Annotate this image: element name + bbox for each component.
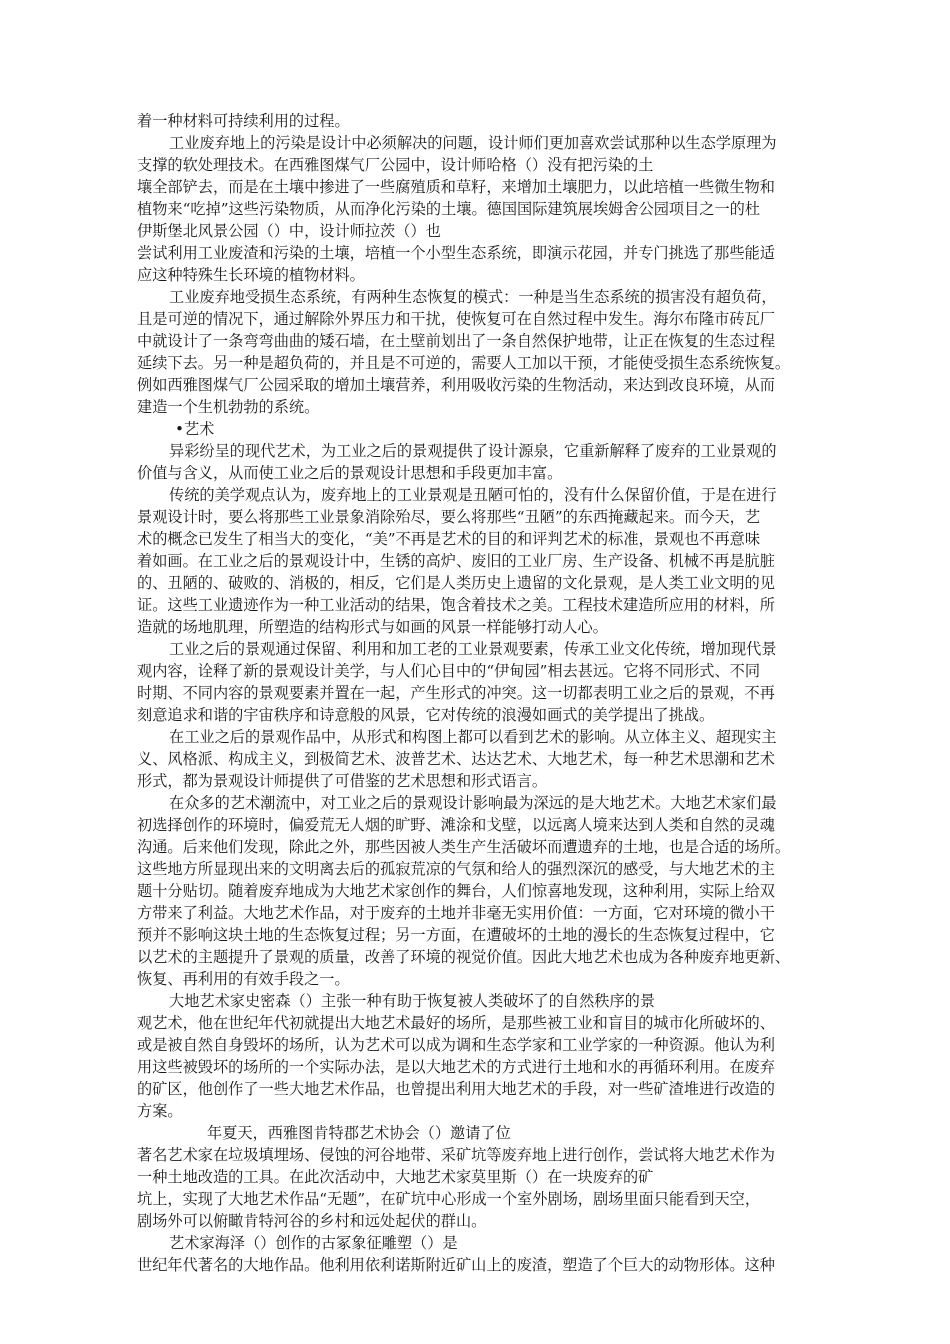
text-line: 大地艺术家史密森（）主张一种有助于恢复被人类破坏了的自然秩序的景 bbox=[169, 992, 655, 1010]
text-line: 延续下去。另一种是超负荷的，并且是不可逆的，需要人工加以干预，才能使受损生态系统恢复。 bbox=[137, 354, 791, 372]
text-line: 壤全部铲去，而是在土壤中掺进了一些腐殖质和草籽，来增加土壤肥力，以此培植一些微生物和 bbox=[137, 178, 775, 196]
text-line: 著名艺术家在垃圾填埋场、侵蚀的河谷地带、采矿坑等废弃地上进行创作，尝试将大地艺术作为 bbox=[137, 1146, 775, 1164]
text-line: 观内容，诠释了新的景观设计美学，与人们心目中的“伊甸园”相去甚远。它将不同形式、不同 bbox=[137, 662, 761, 680]
text-line: 世纪年代著名的大地作品。他利用依利诺斯附近矿山上的废渣，塑造了个巨大的动物形体。这种 bbox=[137, 1256, 775, 1274]
text-line: •艺术 bbox=[175, 420, 215, 438]
text-line: 预并不影响这块土地的生态恢复过程；另一方面，在遭破坏的土地的漫长的生态恢复过程中，它 bbox=[137, 926, 775, 944]
text-line: 且是可逆的情况下，通过解除外界压力和干扰，使恢复可在自然过程中发生。海尔布隆市砖瓦厂 bbox=[137, 310, 775, 328]
text-line: 异彩纷呈的现代艺术，为工业之后的景观提供了设计源泉，它重新解释了废弃的工业景观的 bbox=[169, 442, 777, 460]
text-line: 尝试利用工业废渣和污染的土壤，培植一个小型生态系统，即演示花园，并专门挑选了那些能适 bbox=[137, 244, 775, 262]
text-line: 坑上，实现了大地艺术作品“无题”，在矿坑中心形成一个室外剧场，剧场里面只能看到天空， bbox=[137, 1190, 761, 1208]
text-line: 剧场外可以俯瞰肯特河谷的乡村和远处起伏的群山。 bbox=[137, 1212, 487, 1230]
text-line: 应这种特殊生长环境的植物材料。 bbox=[137, 266, 365, 284]
text-line: 形式，都为景观设计师提供了可借鉴的艺术思想和形式语言。 bbox=[137, 772, 548, 790]
text-line: 用这些被毁坏的场所的一个实际办法，是以大地艺术的方式进行土地和水的再循环利用。在废弃 bbox=[137, 1058, 775, 1076]
text-line: 中就设计了一条弯弯曲曲的矮石墙，在土壁前划出了一条自然保护地带，让正在恢复的生态过程 bbox=[137, 332, 775, 350]
document-body bbox=[137, 110, 821, 1276]
text-line: 工业之后的景观通过保留、利用和加工老的工业景观要素，传承工业文化传统，增加现代景 bbox=[169, 640, 777, 658]
text-line: 方案。 bbox=[137, 1102, 183, 1120]
text-line: 题十分贴切。随着废弃地成为大地艺术家创作的舞台，人们惊喜地发现，这种利用，实际上给双 bbox=[137, 882, 775, 900]
text-line: 刻意追求和谐的宇宙秩序和诗意般的风景，它对传统的浪漫如画式的美学提出了挑战。 bbox=[137, 706, 715, 724]
text-line: 建造一个生机勃勃的系统。 bbox=[137, 398, 320, 416]
text-line: 年夏天，西雅图肯特郡艺术协会（）邀请了位 bbox=[207, 1124, 511, 1142]
text-line: 着一种材料可持续利用的过程。 bbox=[137, 112, 350, 130]
text-line: 艺术家海泽（）创作的古冢象征雕塑（）是 bbox=[169, 1234, 458, 1252]
text-line: 恢复、再利用的有效手段之一。 bbox=[137, 970, 350, 988]
text-line: 在众多的艺术潮流中，对工业之后的景观设计影响最为深远的是大地艺术。大地艺术家们最 bbox=[169, 794, 777, 812]
text-line: 证。这些工业遗迹作为一种工业活动的结果，饱含着技术之美。工程技术建造所应用的材料，所 bbox=[137, 596, 775, 614]
text-line: 造就的场地肌理，所塑造的结构形式与如画的风景一样能够打动人心。 bbox=[137, 618, 608, 636]
text-line: 植物来“吃掉”这些污染物质，从而净化污染的土壤。德国国际建筑展埃姆舍公园项目之一的杜 bbox=[137, 200, 761, 218]
text-line: 着如画。在工业之后的景观设计中，生锈的高炉、废旧的工业厂房、生产设备、机械不再是肮脏 bbox=[137, 552, 775, 570]
text-line: 伊斯堡北风景公园（）中，设计师拉茨（）也 bbox=[137, 222, 441, 240]
text-line: 时期、不同内容的景观要素并置在一起，产生形式的冲突。这一切都表明工业之后的景观，不再 bbox=[137, 684, 775, 702]
text-line: 术的概念已发生了相当大的变化，“美”不再是艺术的目的和评判艺术的标准，景观也不再意味 bbox=[137, 530, 761, 548]
text-line: 景观设计时，要么将那些工业景象消除殆尽，要么将那些“丑陋”的东西掩藏起来。而今天，艺 bbox=[137, 508, 761, 526]
text-line: 以艺术的主题提升了景观的质量，改善了环境的视觉价值。因此大地艺术也成为各种废弃地更新、 bbox=[137, 948, 791, 966]
text-line: 初选择创作的环境时，偏爱荒无人烟的旷野、滩涂和戈壁，以远离人境来达到人类和自然的灵魂 bbox=[137, 816, 775, 834]
text-line: 沟通。后来他们发现，除此之外，那些因被人类生产生活破坏而遭遗弃的土地，也是合适的场所。 bbox=[137, 838, 791, 856]
text-line: 支撑的软处理技术。在西雅图煤气厂公园中，设计师哈格（）没有把污染的土 bbox=[137, 156, 654, 174]
text-line: 的、丑陋的、破败的、消极的，相反，它们是人类历史上遗留的文化景观，是人类工业文明的见 bbox=[137, 574, 775, 592]
text-line: 工业废弃地受损生态系统，有两种生态恢复的模式：一种是当生态系统的损害没有超负荷， bbox=[169, 288, 777, 306]
text-line: 义、风格派、构成主义，到极简艺术、波普艺术、达达艺术、大地艺术，每一种艺术思潮和艺术 bbox=[137, 750, 775, 768]
text-line: 例如西雅图煤气厂公园采取的增加土壤营养，利用吸收污染的生物活动，来达到改良环境，从而 bbox=[137, 376, 775, 394]
text-line: 在工业之后的景观作品中，从形式和构图上都可以看到艺术的影响。从立体主义、超现实主 bbox=[169, 728, 777, 746]
text-line: 观艺术，他在世纪年代初就提出大地艺术最好的场所，是那些被工业和盲目的城市化所破坏的、 bbox=[137, 1014, 775, 1032]
text-line: 方带来了利益。大地艺术作品，对于废弃的土地并非毫无实用价值：一方面，它对环境的微小干 bbox=[137, 904, 775, 922]
text-line: 的矿区，他创作了一些大地艺术作品，也曾提出利用大地艺术的手段，对一些矿渣堆进行改造的 bbox=[137, 1080, 775, 1098]
text-line: 传统的美学观点认为，废弃地上的工业景观是丑陋可怕的，没有什么保留价值，于是在进行 bbox=[169, 486, 777, 504]
text-line: 这些地方所显现出来的文明离去后的孤寂荒凉的气氛和给人的强烈深沉的感受，与大地艺术的主 bbox=[137, 860, 775, 878]
text-line: 一种土地改造的工具。在此次活动中，大地艺术家莫里斯（）在一块废弃的矿 bbox=[137, 1168, 654, 1186]
text-line: 价值与含义，从而使工业之后的景观设计思想和手段更加丰富。 bbox=[137, 464, 563, 482]
text-line: 或是被自然自身毁坏的场所，认为艺术可以成为调和生态学家和工业学家的一种资源。他认为利 bbox=[137, 1036, 775, 1054]
text-line: 工业废弃地上的污染是设计中必须解决的问题，设计师们更加喜欢尝试那种以生态学原理为 bbox=[169, 134, 777, 152]
